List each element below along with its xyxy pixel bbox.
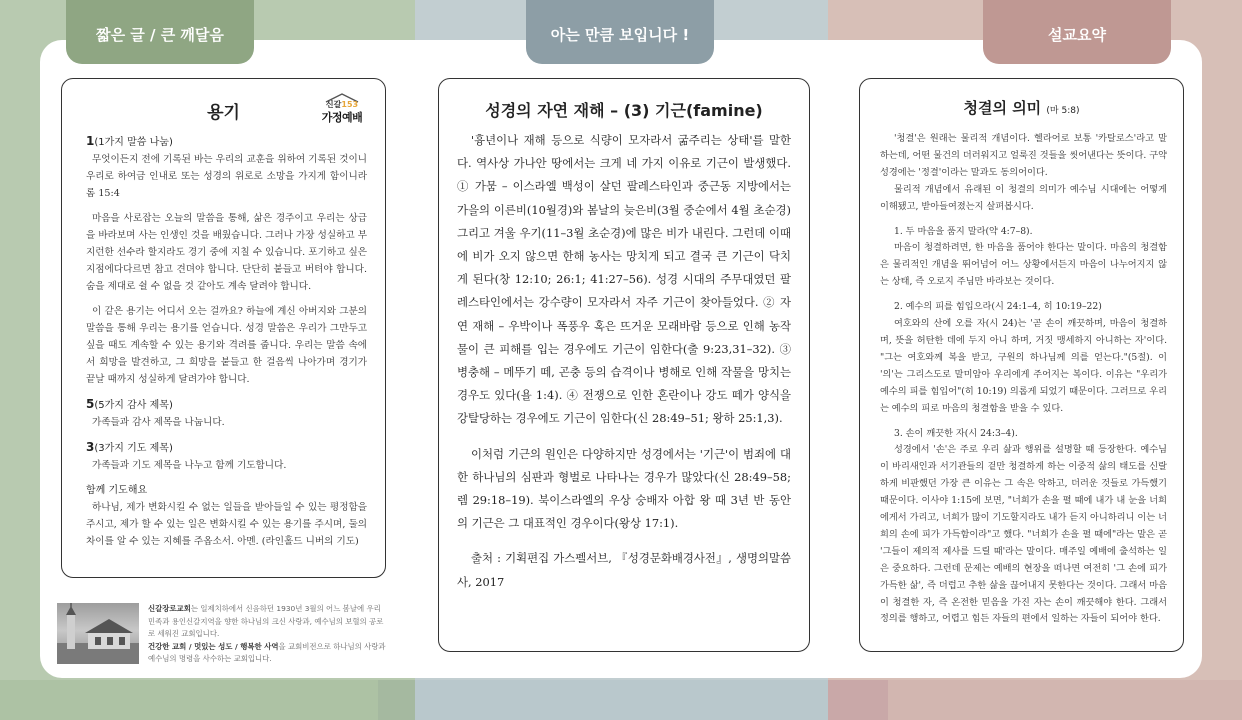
point-2-heading: 2. 예수의 피를 힘입으라(시 24:1–4, 히 10:19–22) — [894, 301, 1102, 313]
famine-source: 출처 : 기획편집 가스펠서브, 『성경문화배경사전』, 생명의말씀사, 2017 — [457, 551, 791, 589]
purity-card — [859, 78, 1184, 652]
point-3-body: 성경에서 '손'은 주로 우리 삶과 행위를 설명할 때 등장한다. 예수님이 바리새인과 서기관들의 겉만 청결하게 하는 이중적 삶의 태도를 신랄하게 비판했던 가장 큰 이유는 그 속은 악하고, 더러운 것들로 가득했기 때문이다. 이사야 1:15에 보면, "너희가 손을 펼 때에 내가 내 눈을 너희에게서 가리고, 너희가 많이 기도할지라도 내가 듣지 아니하리니 이는 너희의 손에 피가 가득함이라"고 했다. "너희가 손을 펼 때에"라는 말은 곧 '그들이 제의적 제사를 드릴 때'라는 말이다. 매주일 예배에 출석하는 일은 중요하다. 그런데 문제는 예배의 현장을 떠나면 여전히 '그 손에 피가 가득한 삶', 즉 더럽고 추한 삶을 끊어내지 못한다는 것이다. 그래서 마음이 청결한 자, 즉 온전한 믿음을 가진 자는 손이 깨끗해야 한다. 그래서 정의를 행하고, 어렵고 힘든 자들의 편에서 일하는 자들이 되어야 한다. — [880, 444, 1167, 625]
courage-card — [61, 78, 386, 578]
famine-paragraph-1: '흉년이나 재해 등으로 식량이 모자라서 굶주리는 상태'를 말한다. 역사상 가나안 땅에서는 크게 네 가지 이유로 기근이 발생했다. ① 가뭄 – 이스라엘 백성이 살던 팔레스타인과 중근동 지방에서는 가을의 이른비(10월경)와 봄날의 늦은비(3월 중순에서 4월 초순경) 그리고 겨울 우기(11–3월 초순경)에 많은 비가 내린다. 그런데 이때에 비가 오지 않으면 한해 농사는 망치게 되고 결국 큰 기근이 닥치게 된다(창 12:10; 26:1; 41:27–56). 성경 시대의 주무대였던 팔레스타인에서는 강수량이 모자라서 자주 기근이 찾아들었다. ② 자연 재해 – 우박이나 폭풍우 혹은 뜨거운 모래바람 등으로 인해 농작물이 큰 피해를 입는 경우에도 기근이 임한다(출 9:23,31–32). ③ 병충해 – 메뚜기 떼, 곤충 등의 습격이나 병해로 인해 작물을 망치는 경우도 있다(욜 1:4). ④ 전쟁으로 인한 혼란이나 강도 떼가 양식을 강탈당하는 경우에도 기근이 임한다(신 28:49–51; 왕하 25:1,3). — [457, 133, 791, 426]
purity-intro-1: '청결'은 원래는 물리적 개념이다. 헬라어로 보통 '카탈로스'라고 말하는데, 어떤 물건의 더러워지고 얼룩진 것들을 씻어낸다는 뜻이다. 구약성경에는 '정결'이라는 말과도 동의어이다. — [880, 133, 1167, 178]
thanks-text: 가족들과 감사 제목을 나눕니다. — [92, 417, 225, 428]
courage-paragraph-2: 이 같은 용기는 어디서 오는 걸까요? 하늘에 계신 아버지와 그분의 말씀을 통해 우리는 용기를 얻습니다. 성경 말씀은 우리가 그만두고 싶을 때도 계속할 수 있는 용기와 격려를 줍니다. 우리는 말씀 속에서 희망을 발견하고, 그 희망을 붙들고 한 걸음씩 나아가며 경기가 끝날 때까지 성실하게 달려가야 합니다. — [86, 306, 367, 385]
point-1-heading: 1. 두 마음을 품지 말라(약 4:7–8). — [894, 225, 1033, 237]
courage-paragraph-1: 마음을 사로잡는 오늘의 말씀을 통해, 삶은 경주이고 우리는 상급을 바라보며 사는 인생인 것을 배웠습니다. 그러나 가장 성실하고 부지런한 선수라 할지라도 경기 중에 지칠 수 있습니다. 포기하고 싶은 지점에다다르면 참고 견뎌야 합니다. 단단히 붙들고 버텨야 합니다. 숨을 제대로 쉴 수 없을 것 같아도 계속 달려야 합니다. — [86, 213, 367, 292]
pray-together-heading: 함께 기도해요 — [86, 485, 148, 496]
prayer-text: 하나님, 제가 변화시킬 수 없는 일들을 받아들일 수 있는 평정함을 주시고, 제가 할 수 있는 일은 변화시킬 수 있는 용기를 주시며, 둘의 차이를 알 수 있는 지혜를 주옵소서. 아멘. (라인홀드 니버의 기도) — [86, 502, 367, 547]
tab-knowledge[interactable]: 아는 만큼 보입니다 ! — [526, 0, 714, 64]
point-2-body: 여호와의 산에 오를 자(시 24)는 '곧 손이 깨끗하며, 마음이 청결하며, 뜻을 허탄한 데에 두지 아니 하며, 거짓 맹세하지 아니하는 자'이다. "그는 여호와께 복을 받고, 구원의 하나님께 의를 얻는다."(5절). 이 '의'는 그리스도로 말미암아 우리에게 주어지는 복이다. 이유는 "우리가 예수의 피를 힘입어"(히 10:19) 의롭게 되었기 때문이다. 그러므로 우리는 예수의 피로 마음의 청결함을 받을 수 있다. — [880, 318, 1167, 414]
famine-card — [438, 78, 810, 652]
point-3-heading: 3. 손이 깨끗한 자(시 24:3–4). — [894, 427, 1018, 439]
section-thanks-heading: 5(5가지 감사 제목) — [86, 397, 173, 411]
purity-title: 청결의 의미 (마 5:8) — [963, 99, 1080, 117]
section-word-heading: 1(1가지 말씀 나눔) — [86, 134, 173, 148]
family-worship-logo: 신갈153 가정예배 — [319, 93, 365, 123]
prayer-topic-text: 가족들과 기도 제목을 나누고 함께 기도합니다. — [92, 460, 287, 471]
purity-intro-2: 물리적 개념에서 유래된 이 청결의 의미가 예수님 시대에는 어떻게 이해됐고, 받아들여졌는지 살펴봅시다. — [880, 183, 1167, 212]
point-1-body: 마음이 청결하려면, 한 마음을 품어야 한다는 말이다. 마음의 청결함은 물리적인 개념을 뛰어넘어 어느 상황에서든지 마음이 나누어지지 않는 상태, 즉 오로지 주님만 바라보는 것이다. — [880, 242, 1167, 288]
church-photo — [57, 603, 139, 664]
famine-title: 성경의 자연 재해 – (3) 기근(famine) — [485, 101, 763, 120]
church-building-icon — [57, 603, 139, 664]
courage-title: 용기 — [207, 103, 240, 123]
famine-paragraph-2: 이처럼 기근의 원인은 다양하지만 성경에서는 '기근'이 범죄에 대한 하나님의 심판과 형벌로 나타나는 경우가 많았다(신 28:49–58; 렘 29:18–19). 북이스라엘의 우상 숭배자 아합 왕 때 3년 반 동안의 기근은 그 대표적인 경우이다(왕상 17:1). — [457, 446, 791, 531]
tab-short-writing[interactable]: 짧은 글 / 큰 깨달음 — [66, 0, 254, 64]
section-prayer-heading: 3(3가지 기도 제목) — [86, 440, 173, 454]
scripture-verse: 무엇이든지 전에 기록된 바는 우리의 교훈을 위하여 기록된 것이니 우리로 하여금 인내로 또는 성경의 위로로 소망을 가지게 함이니라 롬 15:4 — [86, 154, 367, 199]
tab-sermon-summary[interactable]: 설교요약 — [983, 0, 1171, 64]
church-info: 신갈장로교회는 일제치하에서 신음하던 1930년 3월의 어느 봄날에 우리 민족과 용인신갈지역을 향한 하나님의 크신 사랑과, 예수님의 보혈의 공로로 세워진 교회입니다. 건강한 교회 / 멋있는 성도 / 행복한 사역을 교회비전으로 하나님의 사랑과 예수님의 명령을 사수하는 교회입니다. — [148, 604, 386, 664]
